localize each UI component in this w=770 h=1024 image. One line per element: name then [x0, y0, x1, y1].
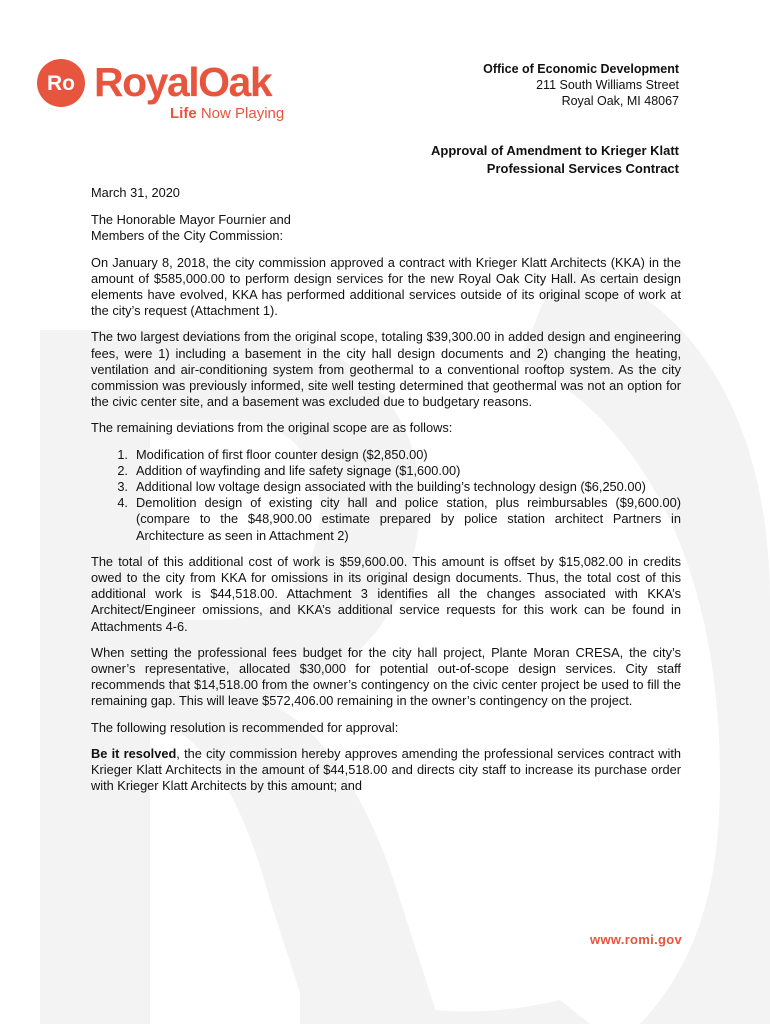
resolution-text	[91, 746, 681, 795]
royal-oak-mark-icon	[36, 58, 86, 108]
letter-salutation	[91, 212, 681, 244]
paragraph-contract-approval: On January 8, 2018, the city commission approved a contract with Krieger Klatt Architects (KKA) in the amount of $585,000.00 to perform design services for the new Royal Oak City Hall. As certain design elements have evolved, KKA has performed additional services outside of its original scope of work at the city’s request (Attachment 1).	[91, 254, 681, 319]
office-department: Office of Economic Development	[483, 62, 679, 76]
list-item	[91, 479, 681, 495]
paragraph-remaining-deviations-intro: The remaining deviations from the original scope are as follows:	[91, 420, 453, 436]
logo-name: RoyalOak	[94, 59, 272, 105]
royal-oak-logo	[36, 56, 306, 128]
office-address-block	[483, 61, 679, 109]
letter-body	[91, 185, 681, 805]
list-item-text: Additional low voltage design associated with the building’s technology design ($6,250.00)	[136, 479, 646, 495]
subject-heading	[431, 142, 679, 178]
list-item-text: Demolition design of existing city hall and police station, plus reimbursables ($9,600.00) (compare to the $48,900.00 estimate prepared by police station architect Partners in Architecture as seen in Attachment 2)	[136, 495, 681, 543]
office-city: Royal Oak, MI 48067	[561, 94, 679, 108]
paragraph-largest-deviations: The two largest deviations from the original scope, totaling $39,300.00 in added design and engineering fees, were 1) including a basement in the city hall design documents and 2) changing the heating, ventilation and air-conditioning system from geothermal to a conventional rooftop system. As the city commission was previously informed, site well testing determined that geothermal was not an option for the civic center site, and a basement was excluded due to budgetary reasons.	[91, 329, 681, 410]
deviations-list	[91, 447, 681, 544]
logo-tagline-bold: Life	[170, 105, 197, 122]
list-item	[91, 447, 681, 463]
subject-line-2: Professional Services Contract	[486, 161, 679, 176]
list-item-number: 1.	[117, 446, 128, 462]
salutation-line-2: Members of the City Commission:	[91, 228, 284, 244]
logo-tagline	[170, 105, 284, 122]
website-link[interactable]: www.romi.gov	[590, 932, 682, 947]
list-item	[91, 495, 681, 544]
list-item-number: 4.	[117, 495, 128, 511]
salutation-line-1: The Honorable Mayor Fournier and	[91, 212, 291, 228]
list-item-text: Modification of first floor counter design ($2,850.00)	[136, 446, 428, 462]
list-item	[91, 463, 681, 479]
resolution-lead: Be it resolved	[91, 745, 177, 761]
list-item-number: 2.	[117, 462, 128, 478]
list-item-text: Addition of wayfinding and life safety signage ($1,600.00)	[136, 462, 461, 478]
subject-line-1: Approval of Amendment to Krieger Klatt	[431, 143, 679, 158]
list-item-number: 3.	[117, 479, 128, 495]
paragraph-total-cost: The total of this additional cost of work is $59,600.00. This amount is offset by $15,082.00 in credits owed to the city from KKA for omissions in its original design documents. Thus, the total cost of this additional work is $44,518.00. Attachment 3 identifies all the changes associated with KKA’s Architect/Engineer omissions, and KKA’s additional service requests for this work can be found in Attachments 4-6.	[91, 553, 681, 634]
logo-tagline-rest: Now Playing	[196, 105, 285, 122]
letter-date: March 31, 2020	[91, 185, 180, 200]
logo-mark-text: Ro	[47, 72, 75, 95]
office-street: 211 South Williams Street	[536, 78, 679, 92]
paragraph-fees-budget: When setting the professional fees budget for the city hall project, Plante Moran CRESA, the city’s owner’s representative, allocated $30,000 for potential out-of-scope design services. City staff recommends that $14,518.00 from the owner’s contingency on the civic center project be used to fill the remaining gap. This will leave $572,406.00 remaining in the owner’s contingency on the project.	[91, 644, 681, 709]
resolution-body: , the city commission hereby approves amending the professional services contract with Krieger Klatt Architects in the amount of $44,518.00 and directs city staff to increase its purchase order with Krieger Klatt Architects by this amount; and	[91, 745, 681, 794]
paragraph-resolution-intro: The following resolution is recommended for approval:	[91, 719, 399, 735]
